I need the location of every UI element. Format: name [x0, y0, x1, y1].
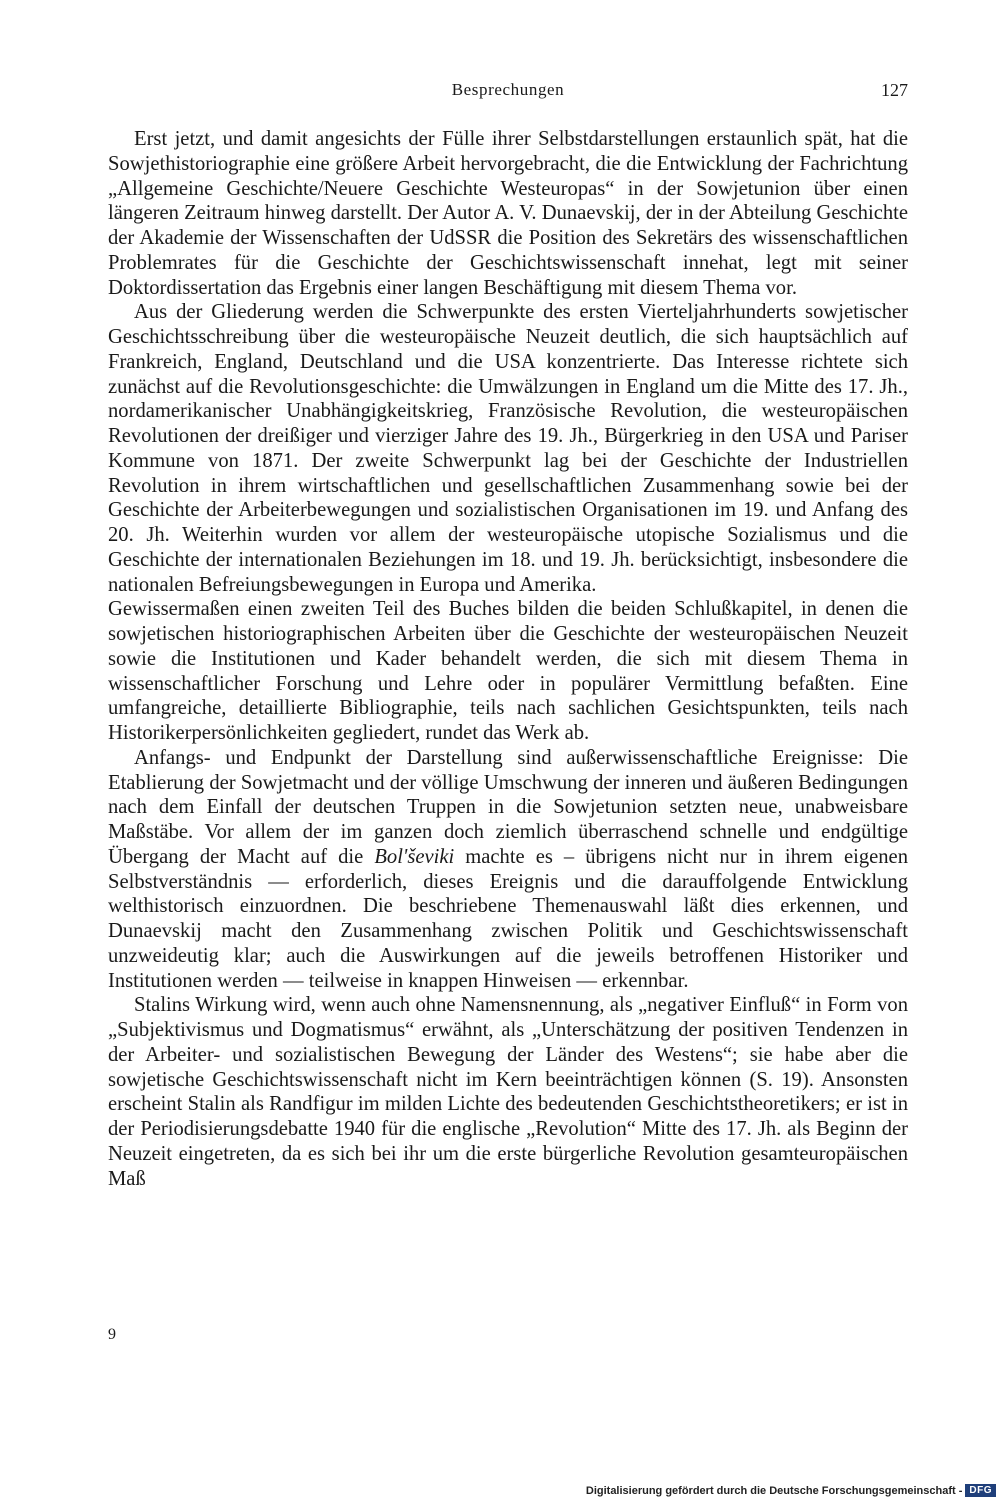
paragraph-5: Stalins Wirkung wird, wenn auch ohne Namensnennung, als „negativer Einfluß“ in Form von „Subjektivismus und Dogmatismus“ erwähnt, als „Unterschätzung der positiven Tendenzen in der Arbeiter- und sozialistischen Bewegung der Länder des Westens“; sie habe aber die sowjetische Geschichtswissenschaft nicht im Kern beeinträchtigen können (S. 19). Ansonsten erscheint Stalin als Randfigur im milden Lichte des bedeutenden Geschichtstheoretikers; er ist in der Periodisierungsdebatte 1940 für die englische „Revolution“ Mitte des 17. Jh. als Beginn der Neuzeit eingetreten, da es sich bei ihr um die erste bürgerliche Revolution gesamteuropäischen Maß	[108, 994, 908, 1190]
signature-mark: 9	[108, 1326, 116, 1343]
paragraph-3: Gewissermaßen einen zweiten Teil des Buches bilden die beiden Schlußkapitel, in denen die sowjetischen historiographischen Arbeiten über die Geschichte der westeuropäischen Neuzeit sowie die Institutionen und Kader behandelt werden, die sich mit diesem Thema in wissenschaftlicher Forschung und Lehre oder in populärer Vermittlung befaßten. Eine umfangreiche, detaillierte Bibliographie, teils nach sachlichen Gesichtspunkten, teils nach Historikerpersönlichkeiten gegliedert, rundet das Werk ab.	[108, 598, 908, 744]
digitization-footer	[586, 1484, 996, 1497]
page-header	[108, 80, 908, 106]
italic-term: Bol'ševiki	[374, 845, 455, 868]
body-text	[108, 127, 908, 1191]
dfg-logo: DFG	[965, 1484, 996, 1497]
paragraph-4	[108, 746, 908, 994]
paragraph-2: Aus der Gliederung werden die Schwerpunkte des ersten Vierteljahrhunderts sowjetischer Geschichtsschreibung über die westeuropäische Neuzeit deutlich, die sich hauptsächlich auf Frankreich, England, Deutschland und die USA konzentrierte. Das Interesse richtete sich zunächst auf die Revolutionsgeschichte: die Umwälzungen in England um die Mitte des 17. Jh., nordamerikanischer Unabhängigkeitskrieg, Französische Revolution, die westeuropäischen Revolutionen der dreißiger und vierziger Jahre des 19. Jh., Bürgerkrieg in den USA und Pariser Kommune von 1871. Der zweite Schwerpunkt lag bei der Geschichte der Industriellen Revolution in ihrem wirtschaftlichen und gesellschaftlichen Zusammenhang sowie bei der Geschichte der Arbeiterbewegungen und sozialistischen Organisationen im 19. und Anfang des 20. Jh. Weiterhin wurden vor allem der westeuropäische utopische Sozialismus und die Geschichte der internationalen Beziehungen im 18. und 19. Jh. berücksichtigt, insbesondere die nationalen Befreiungsbewegungen in Europa und Amerika.	[108, 301, 908, 596]
running-title: Besprechungen	[451, 80, 565, 99]
paragraph-4-part-2: machte es – übrigens nicht nur in ihrem eigenen Selbstverständnis — erforderlich, dieses Ereignis und die darauffolgende Entwicklung welthistorisch einzuordnen. Die beschriebene Themenauswahl läßt dies erkennen, und Dunaevskij macht den Zusammenhang zwischen Politik und Geschichtswissenschaft unzweideutig klar; auch die Auswirkungen auf die jeweils betroffenen Historiker und Institutionen werden — teilweise in knappen Hinweisen — erkennbar.	[108, 845, 908, 992]
paragraph-1: Erst jetzt, und damit angesichts der Fülle ihrer Selbstdarstellungen erstaunlich spät, hat die Sowjethistoriographie eine größere Arbeit hervorgebracht, die die Entwicklung der Fachrichtung „Allgemeine Geschichte/Neuere Geschichte Westeuropas“ in der Sowjetunion über einen längeren Zeitraum hinweg darstellt. Der Autor A. V. Dunaevskij, der in der Abteilung Geschichte der Akademie der Wissenschaften der UdSSR die Position des Sekretärs des wissenschaftlichen Problemrates für die Geschichte der Geschichtswissenschaft innehat, legt mit seiner Doktordissertation das Ergebnis einer langen Beschäftigung mit diesem Thema vor.	[108, 128, 908, 299]
footer-credit: Digitalisierung gefördert durch die Deutsche Forschungsgemeinschaft -	[585, 1484, 963, 1497]
page-number: 127	[881, 80, 908, 100]
paragraph-4-part-1: Anfangs- und Endpunkt der Darstellung sind außerwissenschaftliche Ereignisse: Die Etablierung der Sowjetmacht und der völlige Umschwung der inneren und äußeren Bedingungen nach dem Einfall der deutschen Truppen in die Sowjetunion setzten neue, unabweisbare Maßstäbe. Vor allem der im ganzen doch ziemlich überraschend schnelle und endgültige Übergang der Macht auf die	[108, 746, 908, 868]
